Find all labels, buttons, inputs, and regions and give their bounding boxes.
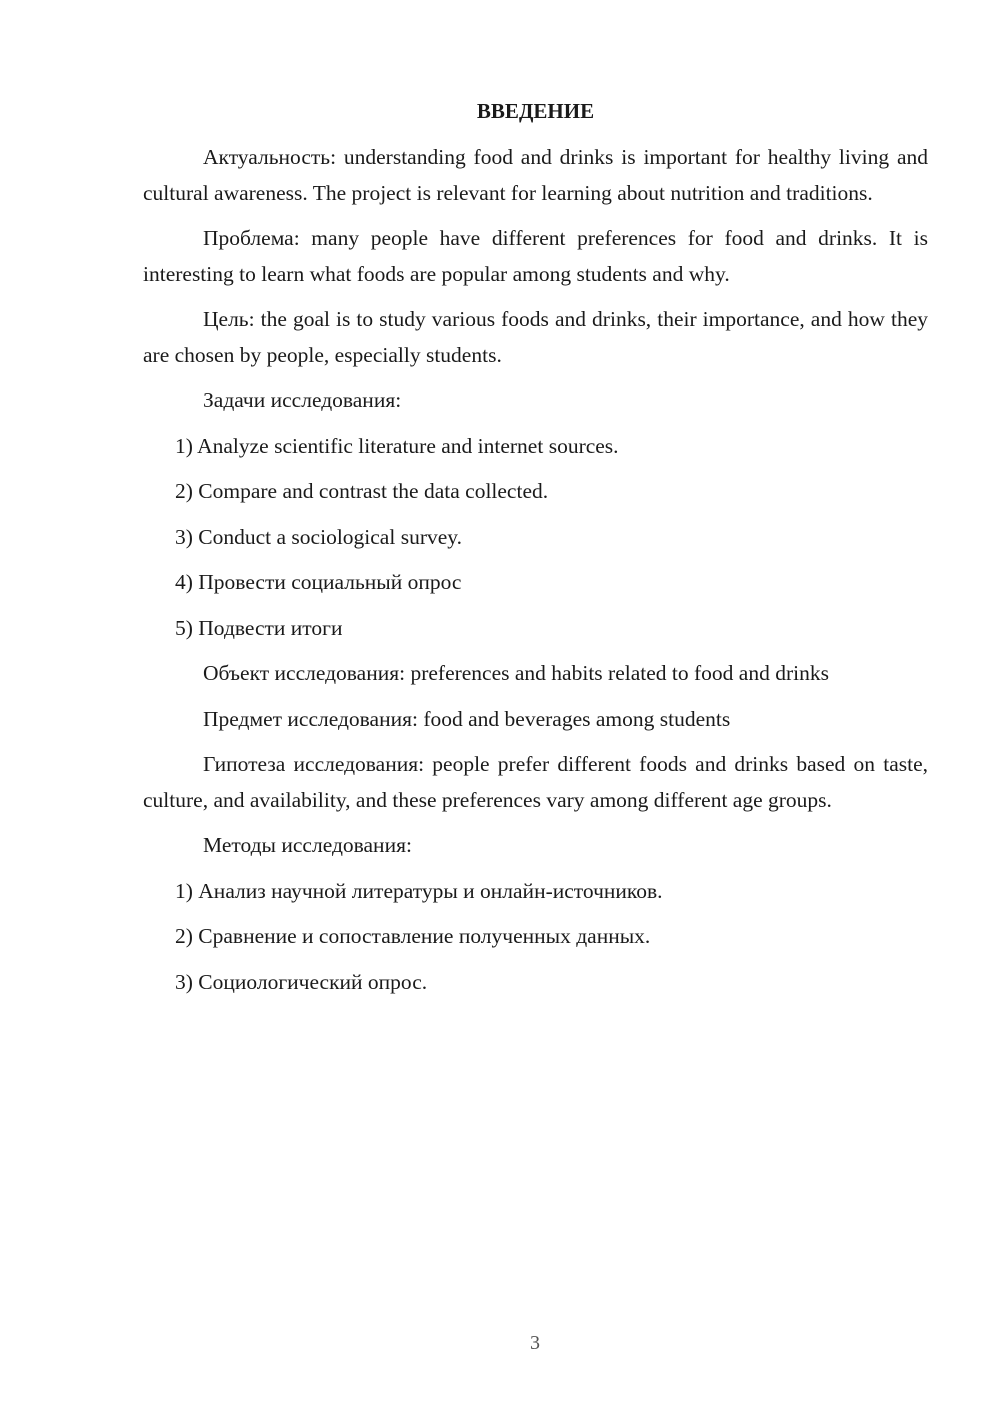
goal-paragraph: Цель: the goal is to study various foods and drinks, their importance, and how they are chosen by people, especially students. [143, 307, 928, 367]
methods-heading: Методы исследования: [203, 833, 412, 857]
list-item: 1) Анализ научной литературы и онлайн-источников. [175, 878, 663, 903]
section-title: ВВЕДЕНИЕ [476, 99, 595, 123]
hypothesis-paragraph: Гипотеза исследования: people prefer different foods and drinks based on taste, culture, and availability, and these preferences vary among different age groups. [143, 752, 928, 812]
list-item: 3) Социологический опрос. [175, 969, 428, 994]
page-number: 3 [530, 1332, 540, 1354]
methods-list [143, 874, 928, 1001]
subject-paragraph: Предмет исследования: food and beverages among students [203, 706, 731, 731]
list-item: 4) Провести социальный опрос [175, 570, 462, 594]
tasks-heading: Задачи исследования: [203, 388, 402, 412]
list-item: 3) Conduct a sociological survey. [175, 524, 462, 549]
document-page [143, 96, 928, 1010]
problem-paragraph: Проблема: many people have different preferences for food and drinks. It is interesting to learn what foods are popular among students and why. [143, 226, 928, 286]
list-item: 2) Сравнение и сопоставление полученных данных. [175, 924, 651, 948]
list-item: 1) Analyze scientific literature and internet sources. [175, 433, 619, 458]
tasks-list [143, 429, 928, 647]
list-item: 5) Подвести итоги [175, 615, 343, 640]
object-paragraph: Объект исследования: preferences and habits related to food and drinks [203, 661, 829, 685]
list-item: 2) Compare and contrast the data collected. [175, 479, 549, 503]
relevance-paragraph: Актуальность: understanding food and drinks is important for healthy living and cultural awareness. The project is relevant for learning about nutrition and traditions. [143, 145, 928, 205]
